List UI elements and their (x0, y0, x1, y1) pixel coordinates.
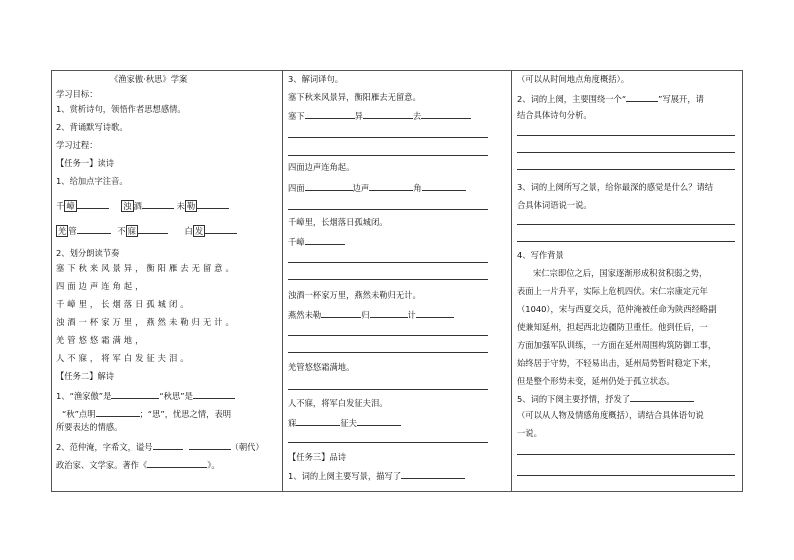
answer-line[interactable] (288, 137, 488, 138)
answer-blank[interactable] (401, 469, 465, 479)
worksheet-table (51, 70, 743, 492)
answer-line[interactable] (517, 152, 735, 153)
t2-q1-text-a: 1、“渔家傲”是 (56, 391, 112, 401)
fill-label: 征夫 (340, 418, 357, 428)
background-line-2: 表面上一片升平，实际上危机四伏。宋仁宗康定元年 (517, 286, 708, 296)
c3-q3-line2: 合具体词语说一说。 (517, 200, 592, 210)
answer-line[interactable] (288, 262, 488, 263)
char-qiang-box: 羌 (58, 226, 67, 236)
answer-line[interactable] (288, 209, 488, 210)
answer-blank[interactable] (153, 440, 183, 450)
background-line-1: 宋仁宗即位之后，国家逐渐形成积贫积弱之势， (533, 268, 708, 278)
t2-q2-line2 (56, 458, 220, 471)
pinyin-row-2 (56, 224, 237, 237)
poem-line-6: 人不寐，将军白发征夫泪。 (56, 353, 192, 363)
verse-3: 千嶂里，长烟落日孤城闭。 (288, 217, 388, 227)
fill-label: 角 (413, 183, 422, 193)
goals-heading: 学习目标： (56, 89, 98, 99)
pinyin-blank[interactable] (197, 199, 229, 209)
answer-blank[interactable] (421, 109, 471, 119)
verse-3-fill (288, 235, 345, 248)
verse-1: 塞下秋来风景异，衡阳雁去无留意。 (288, 92, 421, 102)
answer-blank[interactable] (357, 416, 401, 426)
char-fa-box: 发 (194, 226, 204, 236)
answer-line[interactable] (517, 241, 735, 242)
t2-q2-text-a: 2、范仲淹，字希文，谥号 (56, 442, 153, 452)
poem-line-3: 千嶂里，长烟落日孤城闭。 (56, 299, 192, 309)
t2-q2-line1 (56, 440, 264, 453)
answer-blank[interactable] (626, 92, 658, 102)
pinyin-row-1 (56, 199, 229, 212)
char-jiu: 酒 (133, 201, 142, 211)
char-mei-box: 寐 (127, 226, 136, 236)
answer-blank[interactable] (321, 308, 361, 318)
char-guan: 管 (68, 226, 77, 236)
column-right (511, 71, 742, 491)
t1-question-2: 2、划分朗读节奏 (56, 248, 120, 258)
background-line-7: 但是整个形势未变，延州仍处于孤立状态。 (517, 376, 675, 386)
answer-blank[interactable] (305, 109, 355, 119)
verse-4: 浊酒一杯家万里，燕然未勒归无计。 (288, 290, 421, 300)
answer-blank[interactable] (296, 416, 340, 426)
answer-line[interactable] (288, 335, 488, 336)
c3-q2-text-b: ”写展开，请 (658, 94, 704, 104)
t2-q1-line2 (56, 407, 231, 420)
verse-1-fill (288, 109, 471, 122)
q3-heading: 3、解词译句。 (288, 74, 344, 84)
c3-q5-line2: （可以从人物及情感角度概括），请结合具体语句说 (517, 410, 704, 420)
answer-line[interactable] (288, 442, 488, 443)
c3-q4-heading: 4、写作背景 (517, 250, 564, 260)
char-le-box: 勒 (186, 201, 196, 211)
t2-q1-line1 (56, 389, 235, 402)
fill-label: 归 (361, 310, 370, 320)
c3-q2-line1 (517, 92, 704, 105)
answer-blank[interactable] (422, 181, 466, 191)
process-heading: 学习过程： (56, 140, 98, 150)
c3-continuation: （可以从时间地点角度概括）。 (517, 74, 630, 84)
char-wei: 未 (176, 201, 185, 211)
answer-line[interactable] (517, 454, 735, 455)
c3-q5-text-a: 5、词的下阕主要抒情，抒发了 (517, 394, 631, 404)
char-bu: 不 (117, 226, 126, 236)
t3-question-1 (288, 469, 465, 482)
char-qian: 千 (56, 201, 65, 211)
c3-q3-line1: 3、词的上阕所写之景，给你最深的感觉是什么？请结 (517, 182, 714, 192)
t1-question-1: 1、给加点字注音。 (56, 176, 128, 186)
c3-q2-line2: 结合具体诗句分析。 (517, 110, 592, 120)
answer-blank[interactable] (305, 235, 345, 245)
fill-label: 异 (354, 111, 363, 121)
char-bai: 白 (184, 226, 193, 236)
c3-q2-text-a: 2、词的上阕，主要围绕一个“ (517, 94, 627, 104)
answer-blank[interactable] (416, 308, 454, 318)
fill-label: 千嶂 (288, 237, 305, 247)
t3-q1-text: 1、词的上阕主要写景，描写了 (288, 471, 402, 481)
worksheet-title: 《渔家傲·秋思》学案 (110, 74, 188, 84)
answer-blank[interactable] (111, 389, 159, 399)
verse-2-fill (288, 181, 466, 194)
verse-6-fill (288, 416, 401, 429)
t2-q2-text-b: （朝代） (230, 442, 264, 452)
fill-label: 塞下 (288, 111, 305, 121)
fill-label: 去 (412, 111, 422, 121)
answer-blank[interactable] (363, 109, 413, 119)
column-left (52, 71, 283, 491)
pinyin-blank[interactable] (77, 224, 111, 234)
answer-blank[interactable] (193, 389, 235, 399)
pinyin-blank[interactable] (205, 224, 237, 234)
answer-blank[interactable] (305, 181, 353, 191)
task2-heading: 【任务二】解诗 (56, 371, 115, 381)
c3-q5-line3: 一说。 (517, 428, 542, 438)
char-zhuo-box: 浊 (123, 201, 132, 211)
answer-blank[interactable] (96, 407, 140, 417)
verse-4-fill (288, 308, 454, 321)
t2-q1-text-c: “秋”点明 (62, 409, 96, 419)
fill-label: 寐 (288, 418, 297, 428)
fill-label: 燕然未勒 (288, 310, 322, 320)
answer-blank[interactable] (630, 392, 694, 402)
answer-line[interactable] (288, 279, 488, 280)
task3-heading: 【任务三】品诗 (288, 452, 347, 462)
verse-5: 羌管悠悠霜满地。 (288, 362, 355, 372)
poem-line-2: 四面边声连角起， (56, 281, 147, 291)
fill-label: 计 (407, 310, 416, 320)
answer-blank[interactable] (369, 181, 413, 191)
answer-line[interactable] (517, 224, 735, 225)
column-middle (282, 71, 512, 491)
t2-q1-line3: 所要表达的情感。 (56, 422, 123, 432)
answer-line[interactable] (288, 352, 488, 353)
answer-line[interactable] (517, 475, 735, 476)
background-line-6: 始终居于守势，不轻易出击，延州局势暂时稳定下来， (517, 358, 717, 368)
task1-heading: 【任务一】读诗 (56, 158, 115, 168)
pinyin-blank[interactable] (142, 199, 174, 209)
answer-blank[interactable] (370, 308, 408, 318)
background-line-3: （1040），宋与西夏交兵，范仲淹被任命为陕西经略副 (517, 304, 717, 314)
answer-blank[interactable] (147, 458, 207, 468)
fill-label: 边声 (352, 183, 370, 193)
t2-q1-text-b: “秋思”是 (159, 391, 193, 401)
background-line-5: 方面加强军队训练，一方面在延州周围构筑防御工事， (517, 340, 717, 350)
answer-blank[interactable] (189, 440, 231, 450)
t2-q2-text-d: 》。 (207, 460, 220, 470)
answer-line[interactable] (288, 389, 488, 390)
answer-line[interactable] (517, 135, 735, 136)
pinyin-blank[interactable] (138, 224, 168, 234)
poem-line-4: 浊酒一杯家万里，燕然未勒归无计。 (56, 317, 237, 327)
poem-line-5: 羌管悠悠霜满地， (56, 335, 147, 345)
goal-1: 1、赏析诗句，领悟作者思想感情。 (56, 104, 186, 114)
verse-2: 四面边声连角起。 (288, 162, 355, 172)
verse-6: 人不寐，将军白发征夫泪。 (288, 398, 388, 408)
char-zhang-box: 嶂 (66, 201, 75, 211)
c3-q5-line1 (517, 392, 694, 405)
fill-label: 四面 (288, 183, 305, 193)
answer-line[interactable] (517, 169, 735, 170)
pinyin-blank[interactable] (77, 199, 109, 209)
t2-q2-text-c: 政治家、文学家。著作《 (56, 460, 148, 470)
background-line-4: 使兼知延州，担起西北边疆防卫重任。他到任后，一 (517, 322, 708, 332)
t2-q1-text-d: ；“思”，忧思之情，表明 (139, 409, 232, 419)
poem-line-1: 塞下秋来风景异，衡阳雁去无留意。 (56, 263, 237, 273)
answer-line[interactable] (288, 155, 488, 156)
goal-2: 2、背诵默写诗歌。 (56, 122, 128, 132)
